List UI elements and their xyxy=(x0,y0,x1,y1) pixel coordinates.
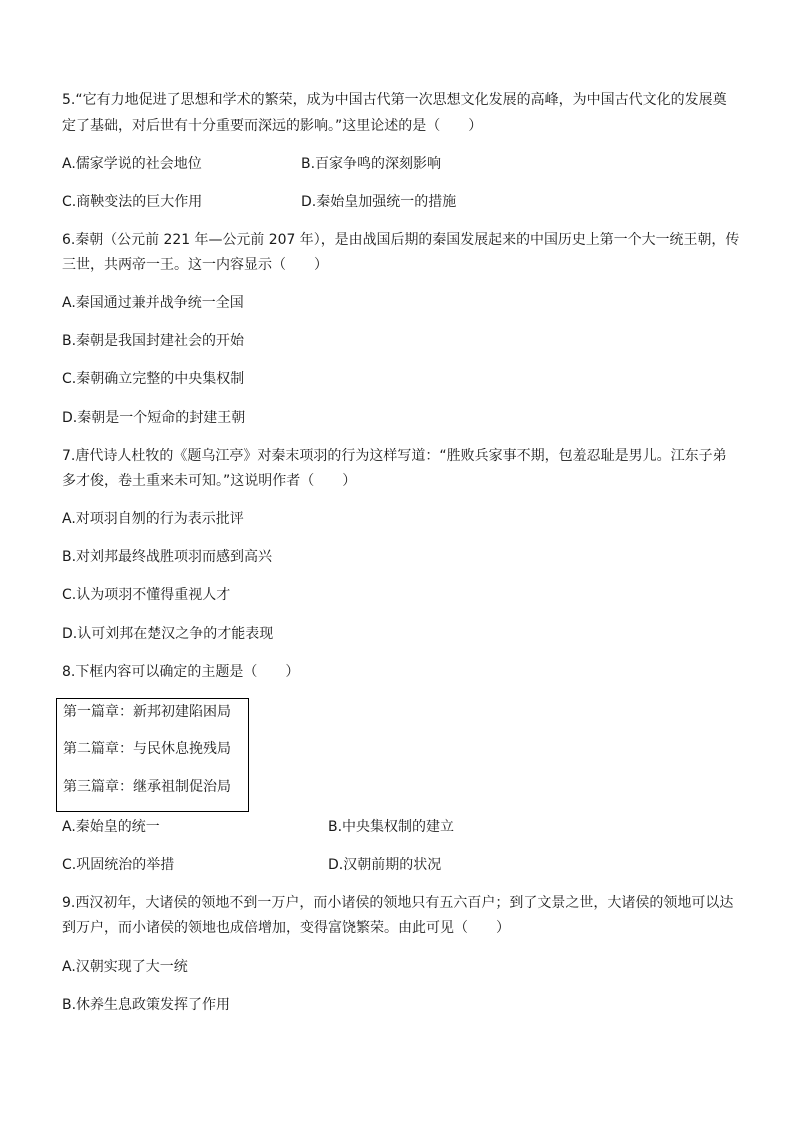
q9-stem-line1: 9.西汉初年，大诸侯的领地不到一万户，而小诸侯的领地只有五六百户；到了文景之世，大诸侯的领地可以达 xyxy=(62,895,734,911)
q7-option-d: D.认可刘邦在楚汉之争的才能表现 xyxy=(62,626,274,642)
q9-option-a: A.汉朝实现了大一统 xyxy=(62,959,188,975)
q9-option-b: B.休养生息政策发挥了作用 xyxy=(62,997,231,1013)
q6-stem-line2: 三世，共两帝一王。这一内容显示（ ） xyxy=(62,257,328,273)
q8-option-b: B.中央集权制的建立 xyxy=(328,819,455,835)
q5-stem-line1: 5.“它有力地促进了思想和学术的繁荣，成为中国古代第一次思想文化发展的高峰，为中国古代文化的发展奠 xyxy=(62,92,727,108)
q8-option-d: D.汉朝前期的状况 xyxy=(328,857,442,873)
q8-box-chapter-2: 第二篇章：与民休息挽残局 xyxy=(63,741,231,757)
q5-option-b: B.百家争鸣的深刻影响 xyxy=(301,156,442,172)
q9-stem-line2: 到万户，而小诸侯的领地也成倍增加，变得富饶繁荣。由此可见（ ） xyxy=(62,920,510,936)
q8-option-a: A.秦始皇的统一 xyxy=(62,819,160,835)
q7-stem-line2: 多才俊，卷土重来未可知。”这说明作者（ ） xyxy=(62,473,357,489)
q7-option-c: C.认为项羽不懂得重视人才 xyxy=(62,587,231,603)
q8-box-chapter-3: 第三篇章：继承祖制促治局 xyxy=(63,779,231,795)
q8-stem-line1: 8.下框内容可以确定的主题是（ ） xyxy=(62,664,300,680)
q6-option-c: C.秦朝确立完整的中央集权制 xyxy=(62,371,245,387)
q6-option-b: B.秦朝是我国封建社会的开始 xyxy=(62,333,245,349)
q5-stem-line2: 定了基础，对后世有十分重要而深远的影响。”这里论述的是（ ） xyxy=(62,118,483,134)
q6-stem-line1: 6.秦朝（公元前 221 年—公元前 207 年），是由战国后期的秦国发展起来的中国历史上第一个大一统王朝，传 xyxy=(62,232,740,248)
q7-option-a: A.对项羽自刎的行为表示批评 xyxy=(62,511,244,527)
q7-option-b: B.对刘邦最终战胜项羽而感到高兴 xyxy=(62,549,273,565)
q5-option-a: A.儒家学说的社会地位 xyxy=(62,156,202,172)
q5-option-d: D.秦始皇加强统一的措施 xyxy=(301,194,457,210)
q5-option-c: C.商鞅变法的巨大作用 xyxy=(62,194,203,210)
q8-option-c: C.巩固统治的举措 xyxy=(62,857,175,873)
q6-option-d: D.秦朝是一个短命的封建王朝 xyxy=(62,410,246,426)
q8-content-box xyxy=(56,698,249,812)
q6-option-a: A.秦国通过兼并战争统一全国 xyxy=(62,295,244,311)
q8-box-chapter-1: 第一篇章：新邦初建陷困局 xyxy=(63,704,231,720)
q7-stem-line1: 7.唐代诗人杜牧的《题乌江亭》对秦末项羽的行为这样写道：“胜败兵家事不期，包羞忍耻是男儿。江东子弟 xyxy=(62,448,727,464)
